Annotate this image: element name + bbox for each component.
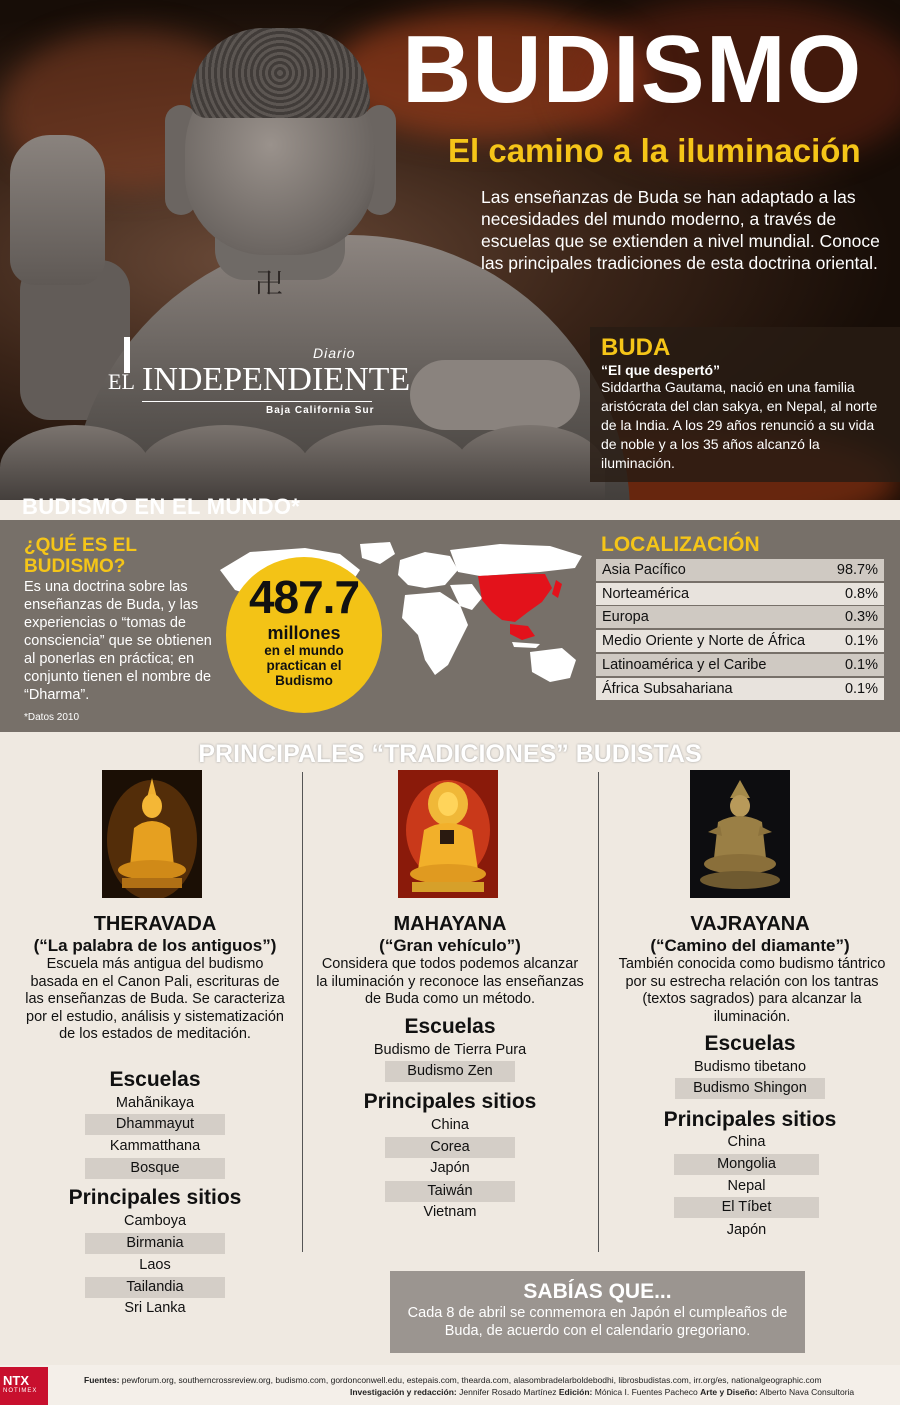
loc-region: Europa [602, 609, 649, 625]
que-es-title: ¿QUÉ ES EL BUDISMO? [24, 535, 137, 577]
loc-region: Latinoamérica y el Caribe [602, 657, 767, 673]
vajrayana-sitio: Nepal [727, 1178, 766, 1194]
mahayana-meaning: (“Gran vehículo”) [379, 936, 521, 955]
buddha-statue-raised-hand [10, 135, 105, 285]
lotus-petal [0, 425, 150, 500]
theravada-escuela: Mahãnikaya [115, 1095, 195, 1111]
sources-line [84, 1375, 894, 1385]
loc-row [596, 559, 884, 581]
buddha-statue-palm [410, 360, 580, 430]
loc-pct: 98.7% [836, 562, 878, 578]
vajrayana-deity-image [690, 770, 790, 898]
theravada-meaning: (“La palabra de los antiguos”) [33, 936, 277, 955]
logo-el: EL [108, 369, 135, 394]
torch-icon [124, 337, 130, 373]
theravada-buddha-image [102, 770, 202, 898]
mahayana-sitio: Corea [385, 1137, 515, 1158]
theravada-escuela: Dhammayut [85, 1114, 225, 1135]
credit-label: Investigación y redacción: [350, 1387, 457, 1397]
vajrayana-escuelas-heading: Escuelas [704, 1032, 796, 1055]
buda-text: Siddartha Gautama, nació en una familia aristócrata del clan sakya, en Nepal, al norte de la India. A los 29 años renunció a su vida de noble y a los 35 años alcanzó la iluminación. [601, 379, 878, 471]
stat-unit: millones [267, 623, 341, 643]
loc-pct: 0.1% [844, 657, 878, 673]
lotus-petal [140, 425, 310, 500]
theravada-sitio: Birmania [85, 1233, 225, 1254]
credit-value: Mónica I. Fuentes Pacheco [594, 1387, 698, 1397]
sabias-que-title: SABÍAS QUE... [523, 1280, 672, 1303]
vajrayana-sitios-heading: Principales sitios [663, 1108, 837, 1131]
buddha-statue-hair [190, 28, 370, 118]
loc-row [596, 654, 884, 676]
mahayana-sitios-heading: Principales sitios [363, 1090, 537, 1113]
loc-region: Asia Pacífico [602, 562, 686, 578]
notimex-logo [0, 1367, 48, 1405]
theravada-description: Escuela más antigua del budismo basada en el Canon Pali, escrituras de las enseñanzas de Buda. Se caracteriza por el estudio, análisis y sistematización de los estados de meditación. [25, 956, 285, 1042]
credit-label: Edición: [558, 1387, 593, 1397]
vajrayana-sitio: El Tíbet [674, 1197, 819, 1218]
column-divider [598, 772, 599, 1252]
theravada-sitio: Tailandia [85, 1277, 225, 1298]
vajrayana-escuela: Budismo tibetano [693, 1059, 807, 1075]
localizacion-title: LOCALIZACIÓN [601, 533, 760, 556]
logo-name: INDEPENDIENTE [142, 361, 411, 398]
theravada-sitio: Sri Lanka [124, 1300, 186, 1316]
ntx-label: NTX [3, 1373, 29, 1388]
vajrayana-name: VAJRAYANA [690, 913, 810, 935]
loc-region: Medio Oriente y Norte de África [602, 633, 806, 649]
theravada-sitios-heading: Principales sitios [68, 1186, 242, 1209]
vajrayana-sitio: China [727, 1134, 766, 1150]
mahayana-sitio: Taiwán [385, 1181, 515, 1202]
theravada-escuelas-heading: Escuelas [109, 1068, 201, 1091]
map-africa [402, 592, 468, 675]
vajrayana-description: También conocida como budismo tántrico por su estrecha relación con los tantras (textos sagrados) para alcanzar la iluminación. [618, 956, 886, 1025]
traditions-heading: PRINCIPALES “TRADICIONES” BUDISTAS [198, 740, 702, 768]
sabias-que-text: Cada 8 de abril se conmemora en Japón el cumpleaños de Buda, de acuerdo con el calendario gregoriano. [407, 1305, 788, 1339]
mahayana-name: MAHAYANA [393, 913, 507, 935]
loc-row [596, 583, 884, 605]
datos-note: *Datos 2010 [24, 712, 80, 723]
column-divider [302, 772, 303, 1252]
mahayana-escuelas-heading: Escuelas [404, 1015, 496, 1038]
map-indonesia [512, 642, 540, 648]
mahayana-escuela: Budismo Zen [385, 1061, 515, 1082]
vajrayana-meaning: (“Camino del diamante”) [650, 936, 850, 955]
stat-number: 487.7 [248, 571, 360, 623]
logo-divider [142, 401, 372, 402]
footer [0, 1365, 900, 1405]
credits-line [350, 1387, 895, 1397]
map-australia [530, 648, 576, 682]
loc-row [596, 678, 884, 700]
mahayana-escuela: Budismo de Tierra Pura [373, 1042, 527, 1058]
sources-list: pewforum.org, southerncrossreview.org, budismo.com, gordonconwell.edu, estepais.com, thearda.com, alasombradelarboldebodhi, librosbudistas.com, irr.org/es, nationalgeographic.com [121, 1375, 822, 1385]
logo-region: Baja California Sur [266, 405, 375, 416]
mahayana-description: Considera que todos podemos alcanzar la iluminación y reconoce las enseñanzas de Buda como un método. [316, 956, 584, 1007]
page-title: BUDISMO [402, 16, 863, 123]
buda-title: BUDA [601, 334, 671, 361]
theravada-sitio: Camboya [123, 1213, 187, 1229]
lotus-petal [300, 425, 470, 500]
map-europe [398, 552, 458, 588]
loc-region: África Subsahariana [602, 681, 733, 697]
theravada-name: THERAVADA [93, 913, 217, 935]
chest-symbol-icon: 卍 [255, 267, 284, 300]
loc-pct: 0.1% [844, 681, 878, 697]
mahayana-buddha-image [398, 770, 498, 898]
map-southeast-asia [510, 624, 535, 640]
loc-region: Norteamérica [602, 586, 690, 602]
map-greenland [360, 542, 395, 564]
theravada-escuela: Bosque [85, 1158, 225, 1179]
mahayana-sitio: Vietnam [423, 1204, 477, 1220]
logo-diario: Diario [313, 345, 356, 361]
loc-pct: 0.8% [844, 586, 878, 602]
vajrayana-escuela: Budismo Shingon [675, 1078, 825, 1099]
map-asia-pacific [478, 574, 552, 622]
mundo-heading: BUDISMO EN EL MUNDO* [22, 494, 301, 519]
theravada-sitio: Laos [139, 1257, 171, 1273]
lotus-petal [455, 425, 605, 500]
ntx-sub: NOTIMEX [3, 1388, 38, 1394]
intro-text: Las enseñanzas de Buda se han adaptado a las necesidades del mundo moderno, a través de escuelas que se extienden a nivel mundial. Conoce las principales tradiciones de esta doctrina oriental. [481, 187, 880, 273]
mahayana-sitio: Japón [430, 1160, 470, 1176]
map-japan [552, 580, 562, 598]
stat-caption: en el mundo practican el Budismo [264, 643, 344, 688]
bronze-deity-icon [690, 770, 790, 898]
map-russia [450, 544, 582, 576]
sources-label: Fuentes: [84, 1375, 120, 1385]
credit-value: Jennifer Rosado Martínez [459, 1387, 557, 1397]
loc-row [596, 630, 884, 652]
credit-value: Alberto Nava Consultoria [759, 1387, 855, 1397]
seated-buddha-icon [102, 770, 202, 898]
loc-pct: 0.1% [844, 633, 878, 649]
vajrayana-sitio: Japón [726, 1222, 767, 1238]
loc-pct: 0.3% [844, 609, 878, 625]
golden-buddha-icon [398, 770, 498, 898]
vajrayana-sitio: Mongolia [674, 1154, 819, 1175]
page-subtitle: El camino a la iluminación [448, 132, 861, 169]
theravada-escuela: Kammatthana [109, 1138, 201, 1154]
mahayana-sitio: China [431, 1117, 469, 1133]
credit-label: Arte y Diseño: [700, 1387, 758, 1397]
buda-quote: “El que despertó” [601, 362, 721, 378]
loc-row [596, 606, 884, 628]
que-es-text: Es una doctrina sobre las enseñanzas de Buda, y las experiencias o “tomas de consciencia” que se obtienen al ponerlas en práctica; en conjunto tienen el nombre de “Dharma”. [24, 579, 212, 703]
